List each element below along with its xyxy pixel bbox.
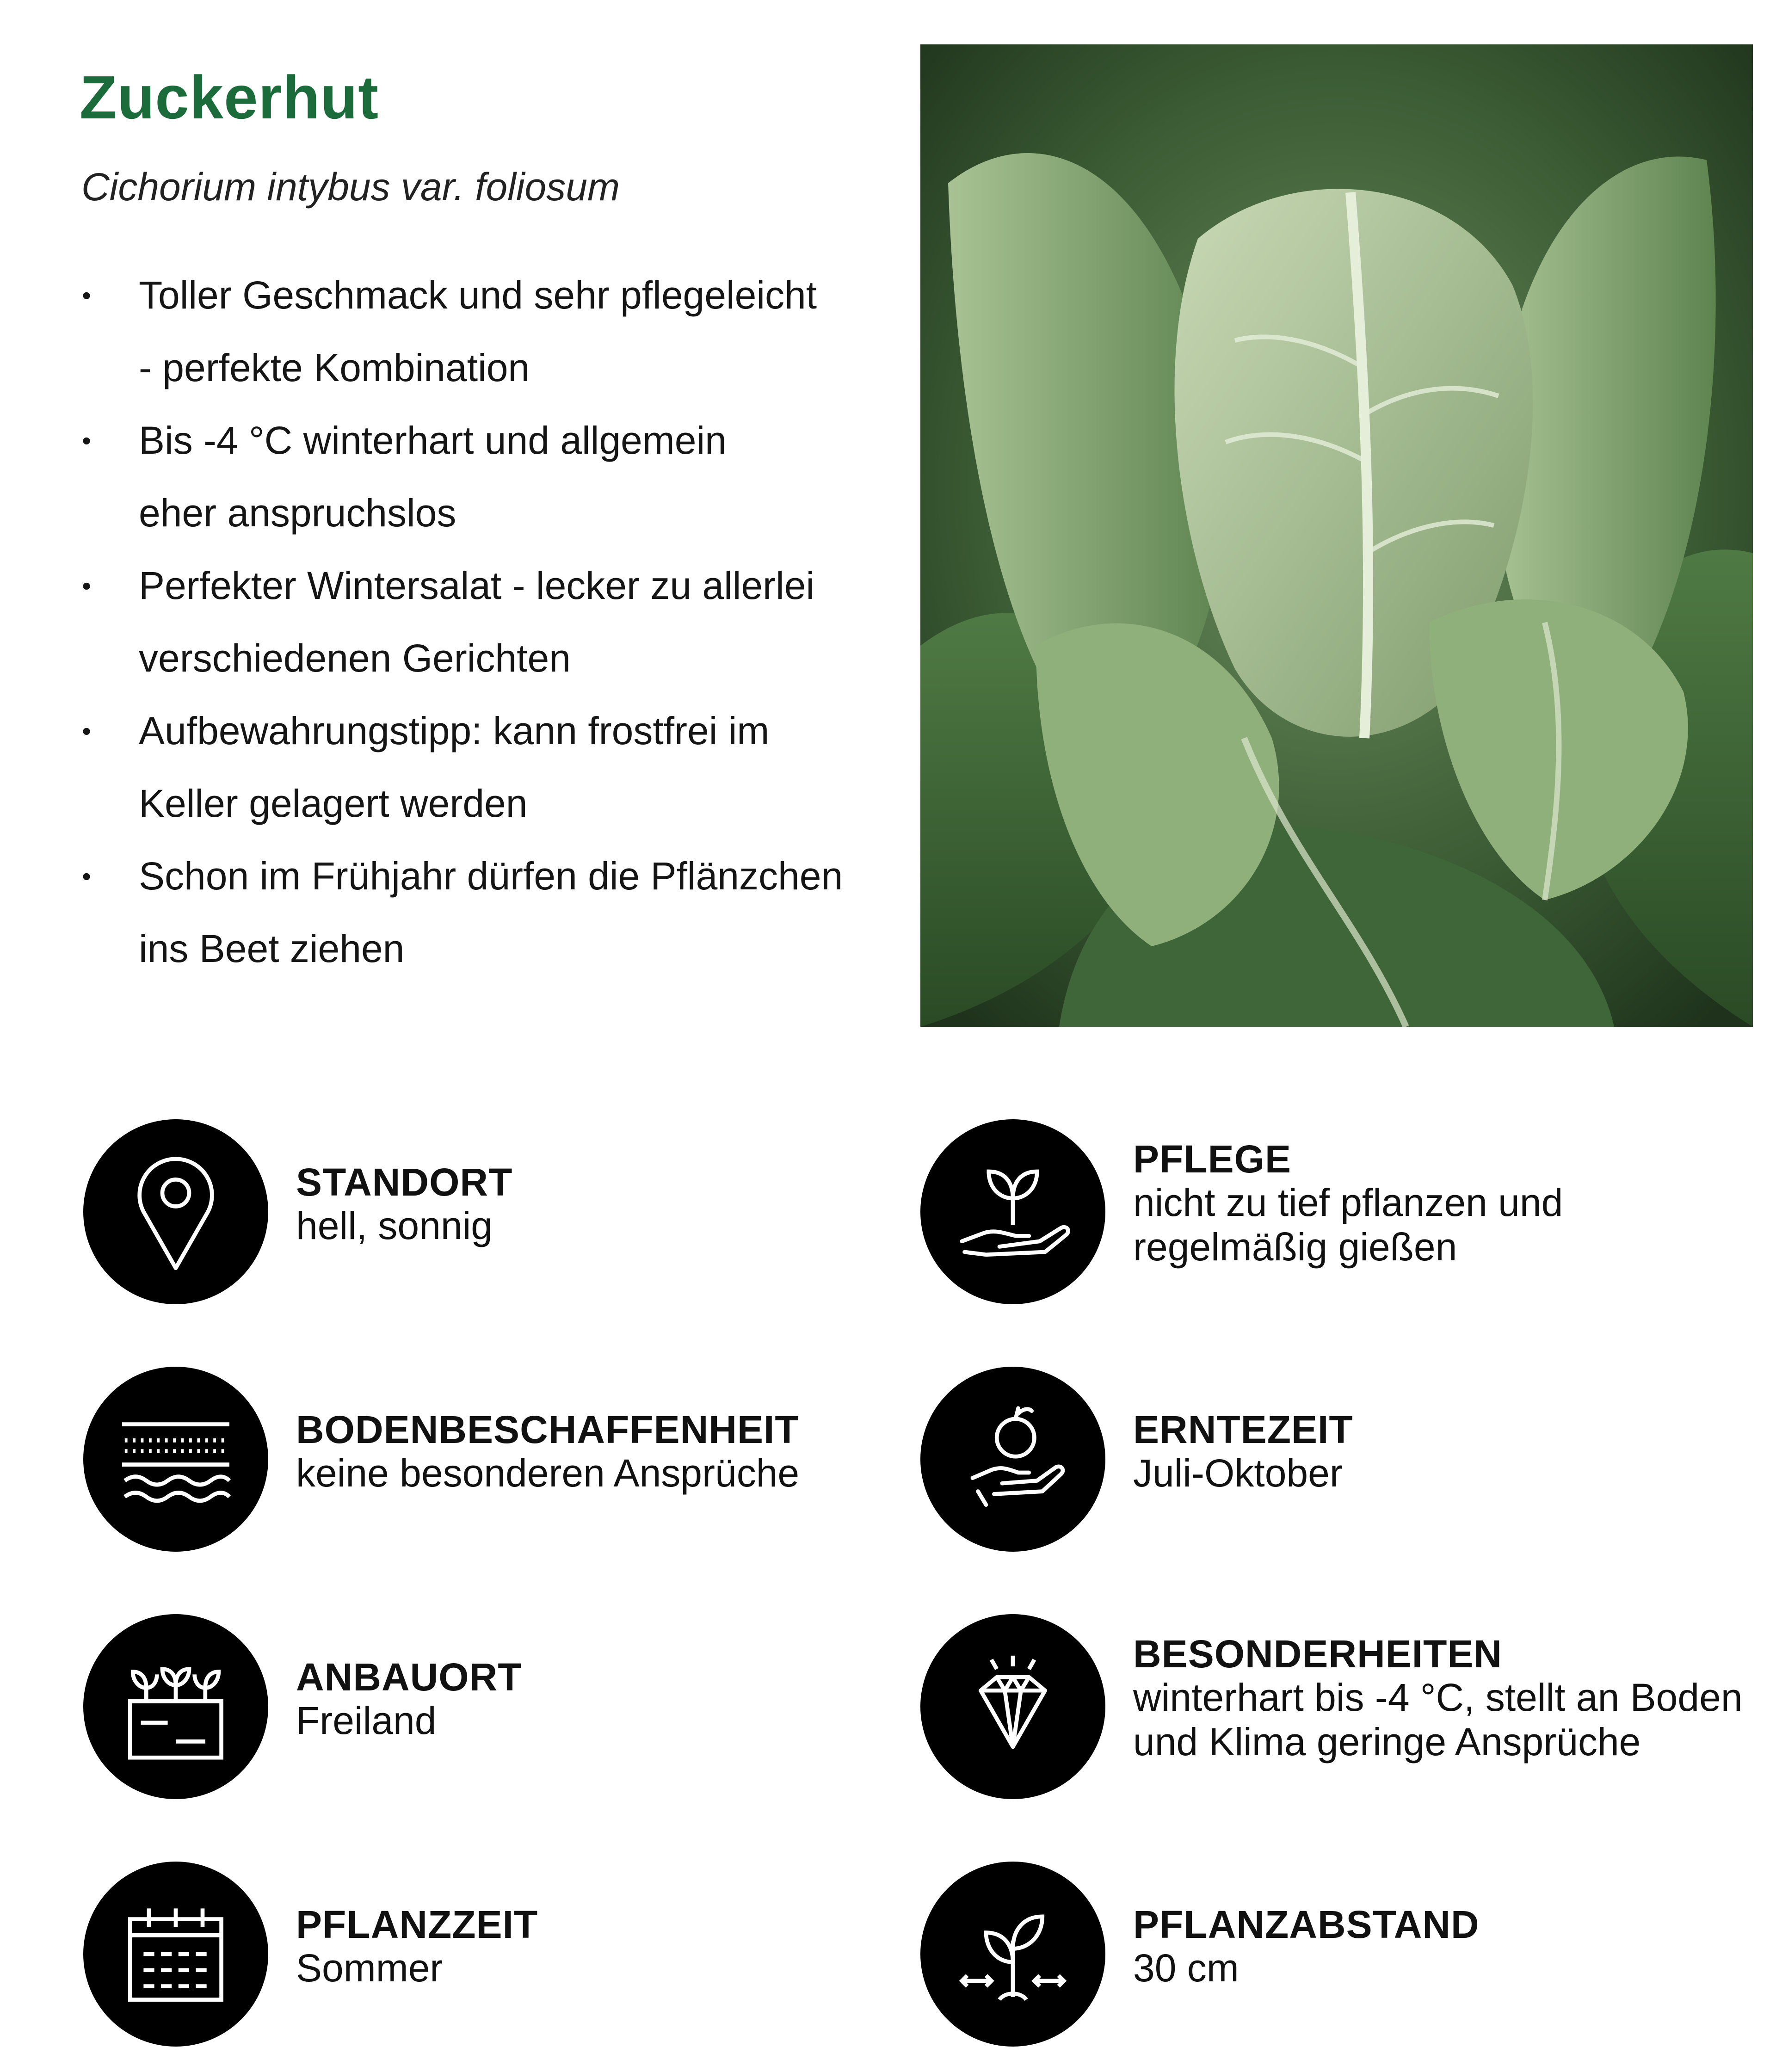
product-photo <box>920 44 1753 1027</box>
bullet-symbol: • <box>82 862 91 891</box>
besonderheiten-text <box>1133 1633 1753 1764</box>
erntezeit-text <box>1133 1408 1753 1495</box>
boden-icon-circle <box>83 1367 268 1552</box>
anbauort-value: Freiland <box>296 1699 437 1742</box>
erntezeit-value: Juli-Oktober <box>1133 1451 1343 1495</box>
boden-value: keine besonderen Ansprüche <box>296 1451 800 1495</box>
besonderheiten-icon-circle <box>920 1614 1105 1799</box>
pflanzzeit-label: PFLANZZEIT <box>296 1903 538 1946</box>
anbauort-label: ANBAUORT <box>296 1655 522 1699</box>
besonderheiten-value-line: und Klima geringe Ansprüche <box>1133 1720 1641 1764</box>
pflege-label: PFLEGE <box>1133 1137 1292 1181</box>
bullet-line: ins Beet ziehen <box>139 927 405 970</box>
anbauort-text <box>296 1656 916 1743</box>
bullet-line: Perfekter Wintersalat - lecker zu allerlei <box>139 564 815 607</box>
feature-bullet-list <box>80 259 903 985</box>
anbauort-icon-circle <box>83 1614 268 1799</box>
pflanzabstand-text <box>1133 1903 1753 1990</box>
bullet-line: Bis -4 °C winterhart und allgemein <box>139 419 727 462</box>
diamond-icon <box>946 1640 1080 1774</box>
bullet-line: verschiedenen Gerichten <box>139 636 571 680</box>
pflege-icon-circle <box>920 1119 1105 1304</box>
standort-text <box>296 1161 916 1248</box>
bullet-line: Keller gelagert werden <box>139 782 528 825</box>
bullet-item <box>80 259 903 404</box>
standort-label: STANDORT <box>296 1160 513 1204</box>
pflanzzeit-text <box>296 1903 916 1990</box>
plant-spacing-icon <box>946 1887 1080 2021</box>
latin-name: Cichorium intybus var. foliosum <box>81 165 620 209</box>
besonderheiten-value-line: winterhart bis -4 °C, stellt an Boden <box>1133 1676 1743 1719</box>
standort-icon-circle <box>83 1119 268 1304</box>
pflege-value-line: regelmäßig gießen <box>1133 1225 1457 1269</box>
pflege-value-line: nicht zu tief pflanzen und <box>1133 1181 1563 1224</box>
besonderheiten-label: BESONDERHEITEN <box>1133 1632 1503 1676</box>
fruit-in-hand-icon <box>946 1392 1080 1526</box>
bullet-line: Schon im Frühjahr dürfen die Pflänzchen <box>139 854 843 898</box>
bullet-item <box>80 695 903 840</box>
pflanzabstand-icon-circle <box>920 1862 1105 2047</box>
planter-box-icon <box>109 1640 243 1774</box>
bullet-symbol: • <box>82 716 91 746</box>
seedling-in-hand-icon <box>946 1145 1080 1279</box>
calendar-icon <box>109 1887 243 2021</box>
pflanzabstand-value: 30 cm <box>1133 1946 1239 1990</box>
bullet-item <box>80 549 903 695</box>
bullet-line: Toller Geschmack und sehr pflegeleicht <box>139 273 817 317</box>
pflanzzeit-icon-circle <box>83 1862 268 2047</box>
pflanzzeit-value: Sommer <box>296 1946 443 1990</box>
bullet-line: - perfekte Kombination <box>139 346 530 389</box>
location-pin-icon <box>109 1145 243 1279</box>
lettuce-illustration <box>920 44 1753 1027</box>
bullet-symbol: • <box>82 571 91 600</box>
pflege-text <box>1133 1138 1753 1269</box>
soil-layers-icon <box>109 1392 243 1526</box>
erntezeit-label: ERNTEZEIT <box>1133 1408 1353 1451</box>
erntezeit-icon-circle <box>920 1367 1105 1552</box>
bullet-item <box>80 404 903 549</box>
bullet-item <box>80 840 903 985</box>
bullet-symbol: • <box>82 426 91 455</box>
product-title: Zuckerhut <box>80 63 379 131</box>
bullet-symbol: • <box>82 281 91 310</box>
standort-value: hell, sonnig <box>296 1204 493 1247</box>
pflanzabstand-label: PFLANZABSTAND <box>1133 1903 1480 1946</box>
boden-text <box>296 1408 916 1495</box>
boden-label: BODENBESCHAFFENHEIT <box>296 1408 799 1451</box>
bullet-line: eher anspruchslos <box>139 491 456 535</box>
bullet-line: Aufbewahrungstipp: kann frostfrei im <box>139 709 770 752</box>
